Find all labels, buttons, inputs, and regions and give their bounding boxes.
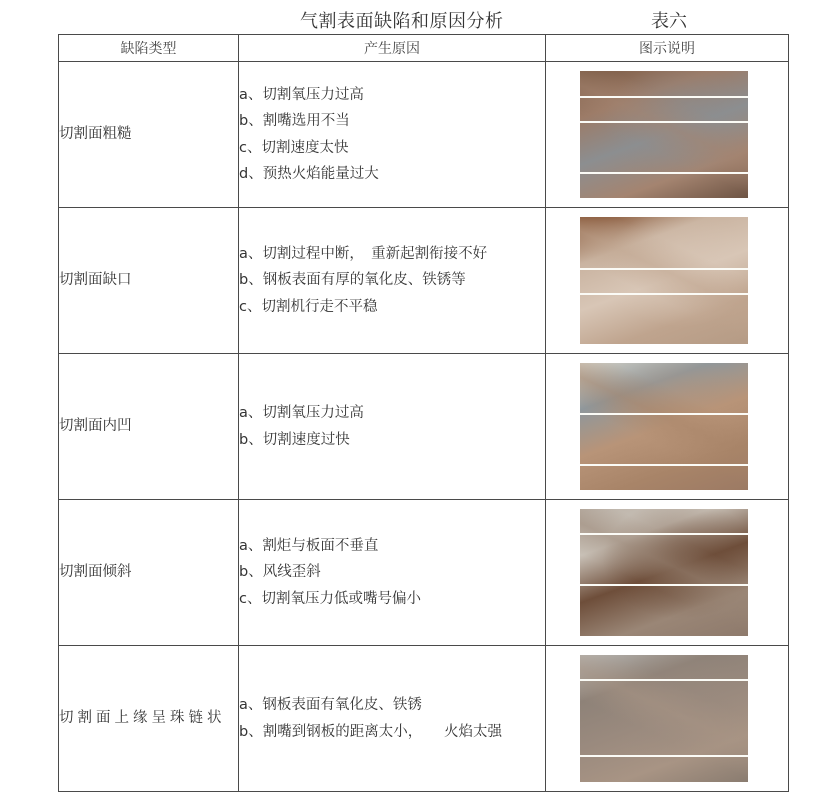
table-row: [59, 62, 789, 208]
table-row: [59, 354, 789, 500]
defect-photo: [580, 71, 748, 198]
photo-scan-line: [580, 464, 748, 466]
table-row: [59, 500, 789, 646]
illustration-cell: [546, 500, 789, 646]
photo-scan-line: [580, 96, 748, 98]
cause-item: b、切割速度过快: [239, 431, 350, 448]
table-row: [59, 208, 789, 354]
cause-cell: [239, 500, 546, 646]
header-defect-type: 缺陷类型: [59, 35, 239, 62]
cause-cell: [239, 208, 546, 354]
cause-item: b、割嘴选用不当: [239, 113, 350, 129]
defect-photo: [580, 363, 748, 490]
cause-item: c、切割速度太快: [239, 139, 349, 156]
photo-scan-line: [580, 121, 748, 123]
defect-photo: [580, 217, 748, 344]
defect-type-cell: 切割面内凹: [59, 354, 239, 500]
illustration-cell: [546, 646, 789, 792]
header-cause: 产生原因: [239, 35, 546, 62]
cause-item: d、预热火焰能量过大: [239, 166, 379, 182]
photo-scan-line: [580, 755, 748, 757]
photo-scan-line: [580, 268, 748, 270]
table-row: [59, 646, 789, 792]
photo-scan-line: [580, 584, 748, 586]
cause-item: a、切割氧压力过高: [239, 86, 364, 103]
photo-scan-line: [580, 533, 748, 535]
defect-photo: [580, 655, 748, 782]
cause-cell: [239, 354, 546, 500]
illustration-cell: [546, 62, 789, 208]
defect-type-cell: 切割面粗糙: [59, 62, 239, 208]
table-label: 表六: [651, 11, 687, 32]
table-header-row: [59, 35, 789, 62]
photo-scan-line: [580, 293, 748, 295]
document-title: 气割表面缺陷和原因分析: [300, 11, 504, 32]
cause-item: a、切割过程中断， 重新起割衔接不好: [239, 245, 488, 262]
cause-item: c、切割氧压力低或嘴号偏小: [239, 590, 421, 607]
defect-photo: [580, 509, 748, 636]
cause-item: a、割炬与板面不垂直: [239, 537, 379, 554]
cause-item: a、钢板表面有氧化皮、铁锈: [239, 697, 422, 713]
defect-type-cell: 切割面上缘呈珠链状: [59, 646, 239, 792]
defects-table: [58, 34, 789, 792]
cause-cell: [239, 62, 546, 208]
cause-item: b、钢板表面有厚的氧化皮、铁锈等: [239, 272, 466, 289]
cause-item: b、风线歪斜: [239, 564, 321, 581]
cause-item: a、切割氧压力过高: [239, 405, 364, 421]
photo-scan-line: [580, 413, 748, 415]
cause-cell: [239, 646, 546, 792]
cause-item: b、割嘴到钢板的距离太小， 火焰太强: [239, 723, 502, 740]
cause-item: c、切割机行走不平稳: [239, 298, 378, 315]
illustration-cell: [546, 354, 789, 500]
header-illustration: 图示说明: [546, 35, 789, 62]
defect-type-cell: 切割面倾斜: [59, 500, 239, 646]
photo-scan-line: [580, 172, 748, 174]
defect-type-cell: 切割面缺口: [59, 208, 239, 354]
illustration-cell: [546, 208, 789, 354]
photo-scan-line: [580, 679, 748, 681]
